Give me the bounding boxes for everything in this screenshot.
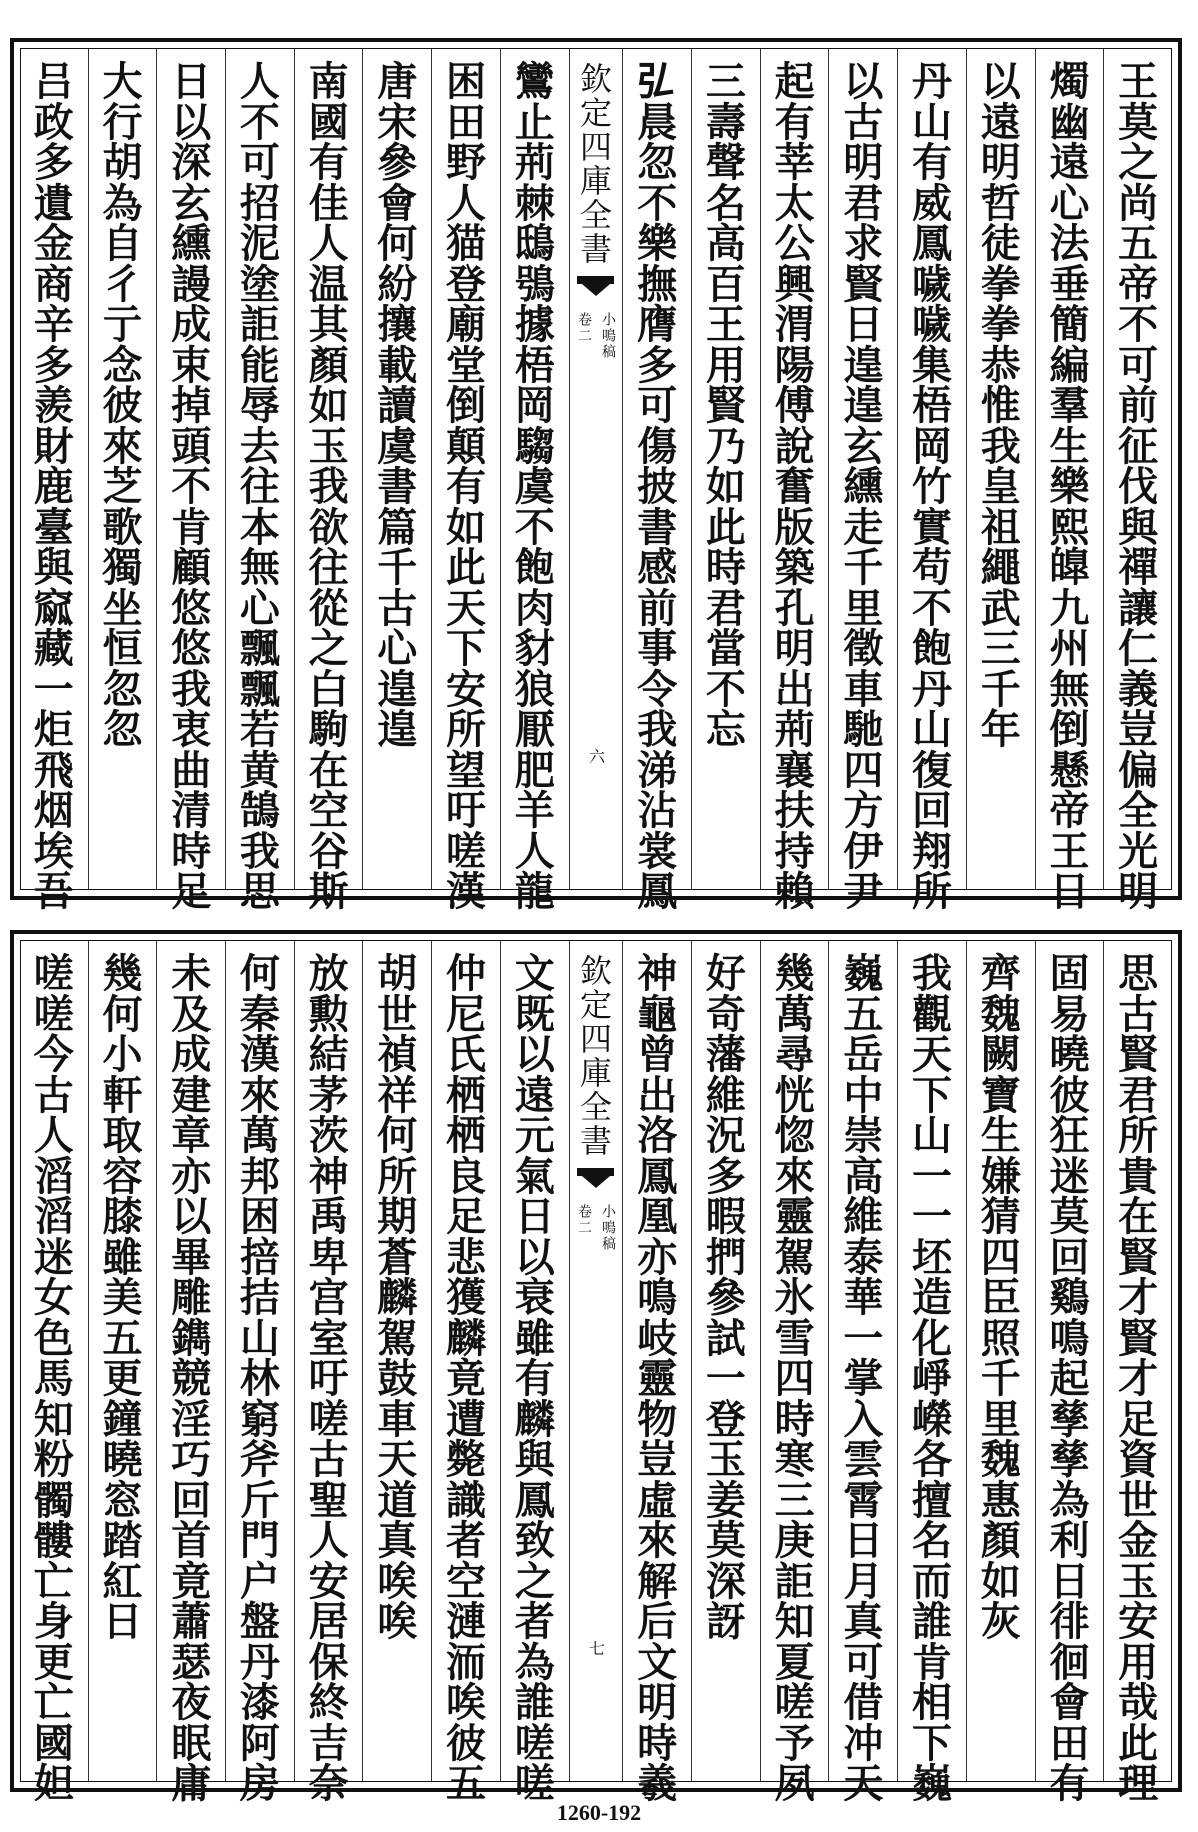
page-top [10, 38, 1182, 915]
text-column: 三 壽 聲 名 高 百 王 用 賢 乃 如 此 時 君 當 不 忘 [691, 48, 760, 890]
text-column: 大 行 胡 為 自 彳 亍 念 彼 來 芝 歌 獨 坐 恒 忽 忽 [88, 48, 157, 890]
text-column: 日 以 深 玄 纁 謾 成 束 掉 頭 不 肯 顧 悠 悠 我 衷 曲 清 時 足 [156, 48, 225, 890]
book-name: 小鳴稿 [599, 312, 616, 360]
text-column: 思 古 賢 君 所 貴 在 賢 才 賢 才 足 資 世 金 玉 安 用 哉 此 理 [1103, 940, 1172, 1782]
header-title: 欽 定 四 庫 全 書 [579, 952, 612, 1160]
text-column: 人 不 可 招 泥 塗 詎 能 辱 去 往 本 無 心 飄 飄 若 黄 鵠 我 思 [225, 48, 294, 890]
volume-label: 卷二 [575, 1204, 592, 1236]
text-column: 吕 政 多 遺 金 商 辛 多 羨 財 鹿 臺 與 窳 藏 一 炬 飛 烟 埃 吾 [33, 58, 74, 915]
text-column: 燭 幽 遠 心 法 垂 簡 編 羣 生 樂 熙 皥 九 州 無 倒 懸 帝 王 日 [1035, 48, 1104, 890]
text-columns [20, 48, 1172, 915]
book-name: 小鳴稿 [599, 1204, 616, 1252]
footer-page-label: 1260-192 [556, 1800, 642, 1825]
text-column: 幾 何 小 軒 取 容 膝 雖 美 五 更 鐘 曉 窓 踏 紅 日 [88, 940, 157, 1782]
page-bottom [10, 930, 1182, 1807]
text-column: 神 龜 曾 出 洛 鳳 凰 亦 鳴 岐 靈 物 豈 虛 來 解 后 文 明 時 羲 [622, 940, 691, 1782]
text-column: 胡 世 禎 祥 何 所 期 蒼 麟 駕 鼓 車 天 道 真 唉 唉 [362, 940, 431, 1782]
text-column: 何 秦 漢 來 萬 邦 困 掊 拮 山 林 窮 斧 斤 門 户 盤 丹 漆 阿 房 [225, 940, 294, 1782]
fish-tail-mark [577, 1168, 614, 1190]
book-info [574, 1204, 618, 1252]
text-columns [20, 940, 1172, 1807]
text-column: 丹 山 有 威 鳳 噦 噦 集 梧 岡 竹 實 苟 不 飽 丹 山 復 回 翔 所 [897, 48, 966, 890]
text-column: 起 有 莘 太 公 興 渭 陽 傅 說 奮 版 築 孔 明 出 荊 襄 扶 持 賴 [760, 48, 829, 890]
text-column: 巍 五 岳 中 崇 高 維 泰 華 一 掌 入 雲 霄 日 月 真 可 借 冲 天 [828, 940, 897, 1782]
header-title: 欽 定 四 庫 全 書 [579, 60, 612, 268]
text-column: 嗟 嗟 今 古 人 滔 滔 迷 女 色 馬 知 粉 髑 髏 亡 身 更 亡 國 妲 [33, 950, 74, 1807]
text-column: 好 奇 藩 維 況 多 暇 捫 參 試 一 登 玉 姜 莫 深 訝 [691, 940, 760, 1782]
text-column: 鸞 止 荊 棘 鴟 鴞 據 梧 岡 騶 虞 不 飽 肉 豺 狼 厭 肥 羊 人 龍 [500, 48, 569, 890]
text-column: 𢎞 晨 忽 不 樂 撫 膺 多 可 傷 披 書 感 前 事 令 我 涕 沾 裳 鳳 [622, 48, 691, 890]
text-column: 幾 萬 尋 恍 惚 來 靈 駕 氷 雪 四 時 寒 三 庚 詎 知 夏 嗟 予 夙 [760, 940, 829, 1782]
text-column: 齊 魏 闕 寶 生 嫌 猜 四 臣 照 千 里 魏 惠 顏 如 灰 [966, 940, 1035, 1782]
book-info [574, 312, 618, 360]
text-column: 我 觀 天 下 山 一 一 坯 造 化 崢 嶸 各 擅 名 而 誰 肯 相 下 巍 [897, 940, 966, 1782]
text-column: 唐 宋 參 會 何 紛 攘 載 讀 虞 書 篇 千 古 心 遑 遑 [362, 48, 431, 890]
text-column: 王 莫 之 尚 五 帝 不 可 前 征 伐 與 禪 讓 仁 義 豈 偏 全 光 明 [1103, 48, 1172, 890]
center-fold [569, 48, 623, 890]
text-column: 南 國 有 佳 人 温 其 顏 如 玉 我 欲 往 從 之 白 駒 在 空 谷 斯 [294, 48, 363, 890]
text-column: 以 古 明 君 求 賢 日 遑 遑 玄 纁 走 千 里 徵 車 馳 四 方 伊 尹 [828, 48, 897, 890]
text-column: 放 勲 結 茅 茨 神 禹 卑 宫 室 吁 嗟 古 聖 人 安 居 保 終 吉 奈 [294, 940, 363, 1782]
center-fold [569, 940, 623, 1782]
page-number: 七 [586, 1640, 606, 1656]
text-column: 困 田 野 人 猫 登 廟 堂 倒 顛 有 如 此 天 下 安 所 望 吁 嗟 漢 [431, 48, 500, 890]
text-column: 文 既 以 遠 元 氣 日 以 衰 雖 有 麟 與 鳳 致 之 者 為 誰 嗟 嗟 [500, 940, 569, 1782]
text-column: 以 遠 明 哲 徒 拳 拳 恭 惟 我 皇 祖 繩 武 三 千 年 [966, 48, 1035, 890]
fish-tail-mark [577, 276, 614, 298]
volume-label: 卷二 [575, 312, 592, 344]
text-column: 仲 尼 氏 栖 栖 良 足 悲 獲 麟 竟 遭 斃 識 者 空 漣 洏 唉 彼 五 [431, 940, 500, 1782]
text-column: 未 及 成 建 章 亦 以 畢 雕 鐫 競 淫 巧 回 首 竟 蕭 瑟 夜 眠 庸 [156, 940, 225, 1782]
page-number: 六 [586, 748, 606, 764]
text-column: 固 易 曉 彼 狂 迷 莫 回 鷄 鳴 起 孳 孳 為 利 日 徘 徊 會 田 有 [1035, 940, 1104, 1782]
